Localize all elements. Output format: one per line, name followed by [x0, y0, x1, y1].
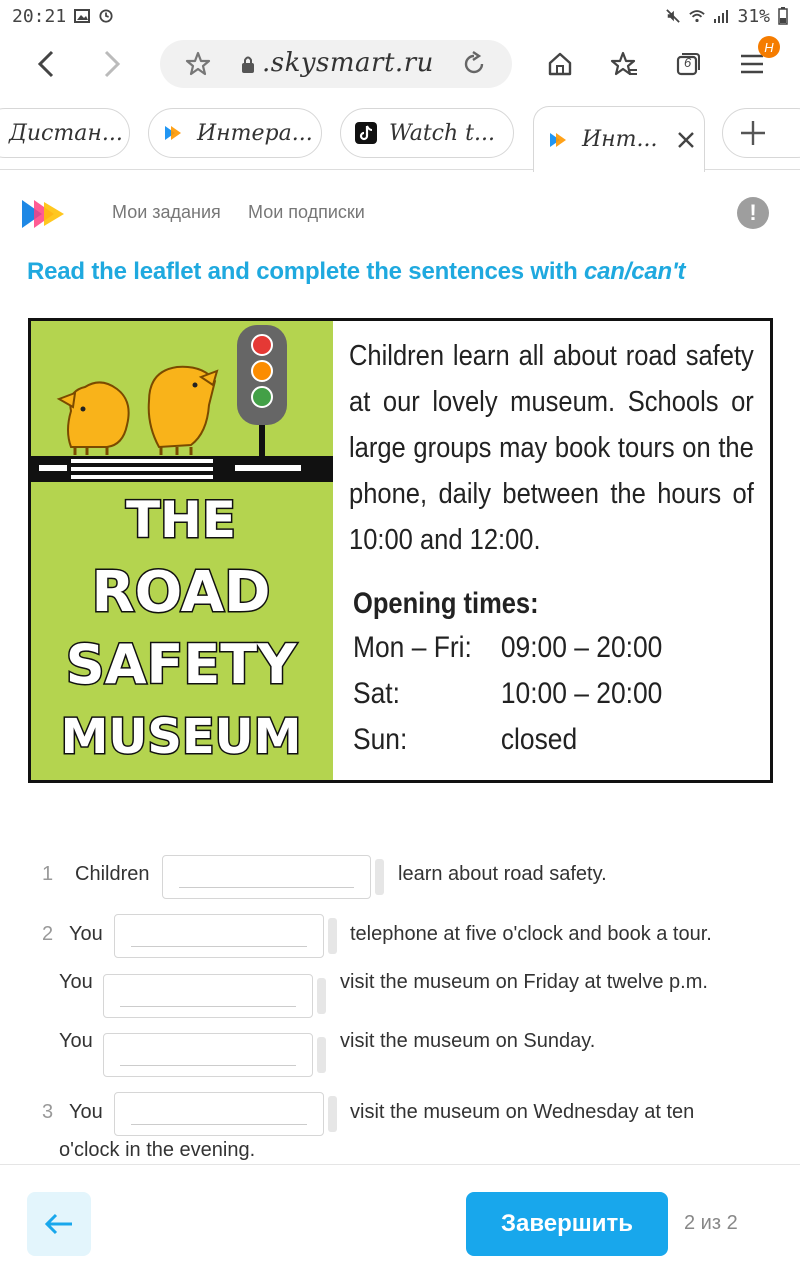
drag-handle[interactable]: [317, 978, 326, 1014]
times-hours: closed: [500, 723, 578, 756]
tab-interactive-1[interactable]: [148, 108, 322, 158]
clock-icon: [98, 9, 114, 23]
answer-blank-4[interactable]: [103, 1033, 313, 1077]
times-row: [353, 723, 705, 769]
museum-logo-image: [31, 321, 333, 780]
nav-my-subscriptions[interactable]: Мои подписки: [248, 202, 365, 222]
tab-label: Watch t...: [389, 120, 495, 146]
battery-icon: [778, 7, 788, 25]
tabs-count: 6: [684, 55, 692, 70]
opening-times-table: [353, 631, 753, 769]
previous-page-button[interactable]: [27, 1192, 91, 1256]
skysmart-logo-icon: [163, 122, 185, 144]
browser-tab-strip: [0, 104, 800, 170]
finish-button[interactable]: Завершить: [466, 1192, 668, 1256]
tab-watch[interactable]: [340, 108, 514, 158]
chevron-right-icon: [102, 50, 122, 78]
new-tab-button[interactable]: [722, 108, 800, 158]
times-hours: 09:00 – 20:00: [500, 631, 663, 664]
site-header: [0, 172, 800, 254]
browser-toolbar: [0, 36, 800, 94]
logo-line-the: THE: [125, 491, 237, 549]
road-scene-illustration: [31, 321, 333, 780]
skysmart-logo-icon: [548, 129, 570, 151]
tab-label: Интера...: [197, 120, 313, 146]
menu-icon: [739, 52, 765, 76]
times-row: [353, 631, 705, 677]
answer-blank-5[interactable]: [114, 1092, 324, 1136]
times-day: Sun:: [353, 723, 408, 756]
lock-icon: [240, 54, 256, 74]
exercise-number: 1: [42, 863, 54, 885]
tab-distance[interactable]: [0, 108, 130, 158]
exercise-prefix: You: [59, 971, 93, 993]
tab-label: Дистан...: [9, 120, 123, 146]
times-day: Sat:: [353, 677, 400, 710]
exercise-number: 2: [42, 923, 54, 945]
museum-leaflet: [28, 318, 773, 783]
skysmart-logo[interactable]: [20, 198, 66, 230]
leaflet-description: Children learn all about road safety at our lovely museum. Schools or large groups may book tours on the phone, daily between the hours of 10:00 and 12:00.: [349, 340, 754, 556]
gallery-icon: [74, 9, 90, 23]
times-row: [353, 677, 705, 723]
status-bar: [0, 0, 800, 32]
nav-my-tasks[interactable]: Мои задания: [112, 202, 221, 222]
chevron-left-icon: [36, 50, 56, 78]
answer-blank-3[interactable]: [103, 974, 313, 1018]
arrow-left-icon: [44, 1213, 74, 1235]
exercise-prefix: You: [69, 1101, 103, 1123]
clock: 20:21: [12, 5, 67, 27]
tiktok-icon: [355, 122, 377, 144]
exercise-continuation: o'clock in the evening.: [59, 1139, 256, 1161]
exercise-suffix: visit the museum on Friday at twelve p.m.: [340, 971, 708, 993]
close-tab-icon[interactable]: [676, 130, 696, 150]
answer-blank-2[interactable]: [114, 914, 324, 958]
exercise-prefix: You: [59, 1030, 93, 1052]
wifi-icon: [689, 9, 705, 23]
drag-handle[interactable]: [328, 1096, 337, 1132]
logo-line-safety: SAFETY: [65, 633, 297, 696]
star-icon[interactable]: [184, 50, 212, 78]
exercise-suffix: telephone at five o'clock and book a tour.: [350, 923, 712, 945]
instruction-heading: [27, 258, 685, 286]
opening-times-title: Opening times:: [353, 587, 539, 620]
exercise-prefix: You: [69, 923, 103, 945]
home-button[interactable]: [538, 42, 582, 86]
exercise-suffix: visit the museum on Wednesday at ten: [350, 1101, 695, 1123]
signal-icon: [713, 9, 729, 23]
answer-blank-1[interactable]: [162, 855, 371, 899]
tab-interactive-active[interactable]: [533, 106, 705, 172]
exercise-number: 3: [42, 1101, 54, 1123]
bookmarks-star-icon: [609, 50, 639, 78]
exercise-prefix: Children: [75, 863, 150, 885]
address-bar[interactable]: [160, 40, 512, 88]
drag-handle[interactable]: [317, 1037, 326, 1073]
tabs-button[interactable]: [666, 42, 710, 86]
instruction-text: Read the leaflet and complete the sentences with: [27, 258, 585, 285]
battery-level: 31%: [737, 5, 770, 27]
mute-icon: [665, 9, 681, 23]
drag-handle[interactable]: [328, 918, 337, 954]
home-icon: [546, 50, 574, 78]
reload-icon[interactable]: [460, 50, 488, 78]
page-counter: 2 из 2: [684, 1212, 738, 1234]
logo-line-road: ROAD: [91, 560, 271, 625]
back-nav-button[interactable]: [24, 42, 68, 86]
url-text[interactable]: .skysmart.ru: [262, 48, 434, 78]
menu-button[interactable]: [730, 39, 774, 86]
exercise-suffix: visit the museum on Sunday.: [340, 1030, 596, 1052]
times-hours: 10:00 – 20:00: [500, 677, 663, 710]
drag-handle[interactable]: [375, 859, 384, 895]
exercise-suffix: learn about road safety.: [398, 863, 607, 885]
instruction-emphasis: can/can't: [584, 258, 686, 285]
tab-label: Инт...: [582, 127, 658, 152]
times-day: Mon – Fri:: [353, 631, 472, 664]
bottom-bar: [0, 1164, 800, 1280]
info-alert-icon[interactable]: !: [737, 197, 769, 229]
logo-line-museum: MUSEUM: [60, 709, 302, 765]
plus-icon: [739, 119, 767, 147]
notification-badge: H: [758, 36, 780, 58]
bookmarks-button[interactable]: [602, 42, 646, 86]
forward-nav-button[interactable]: [90, 42, 134, 86]
